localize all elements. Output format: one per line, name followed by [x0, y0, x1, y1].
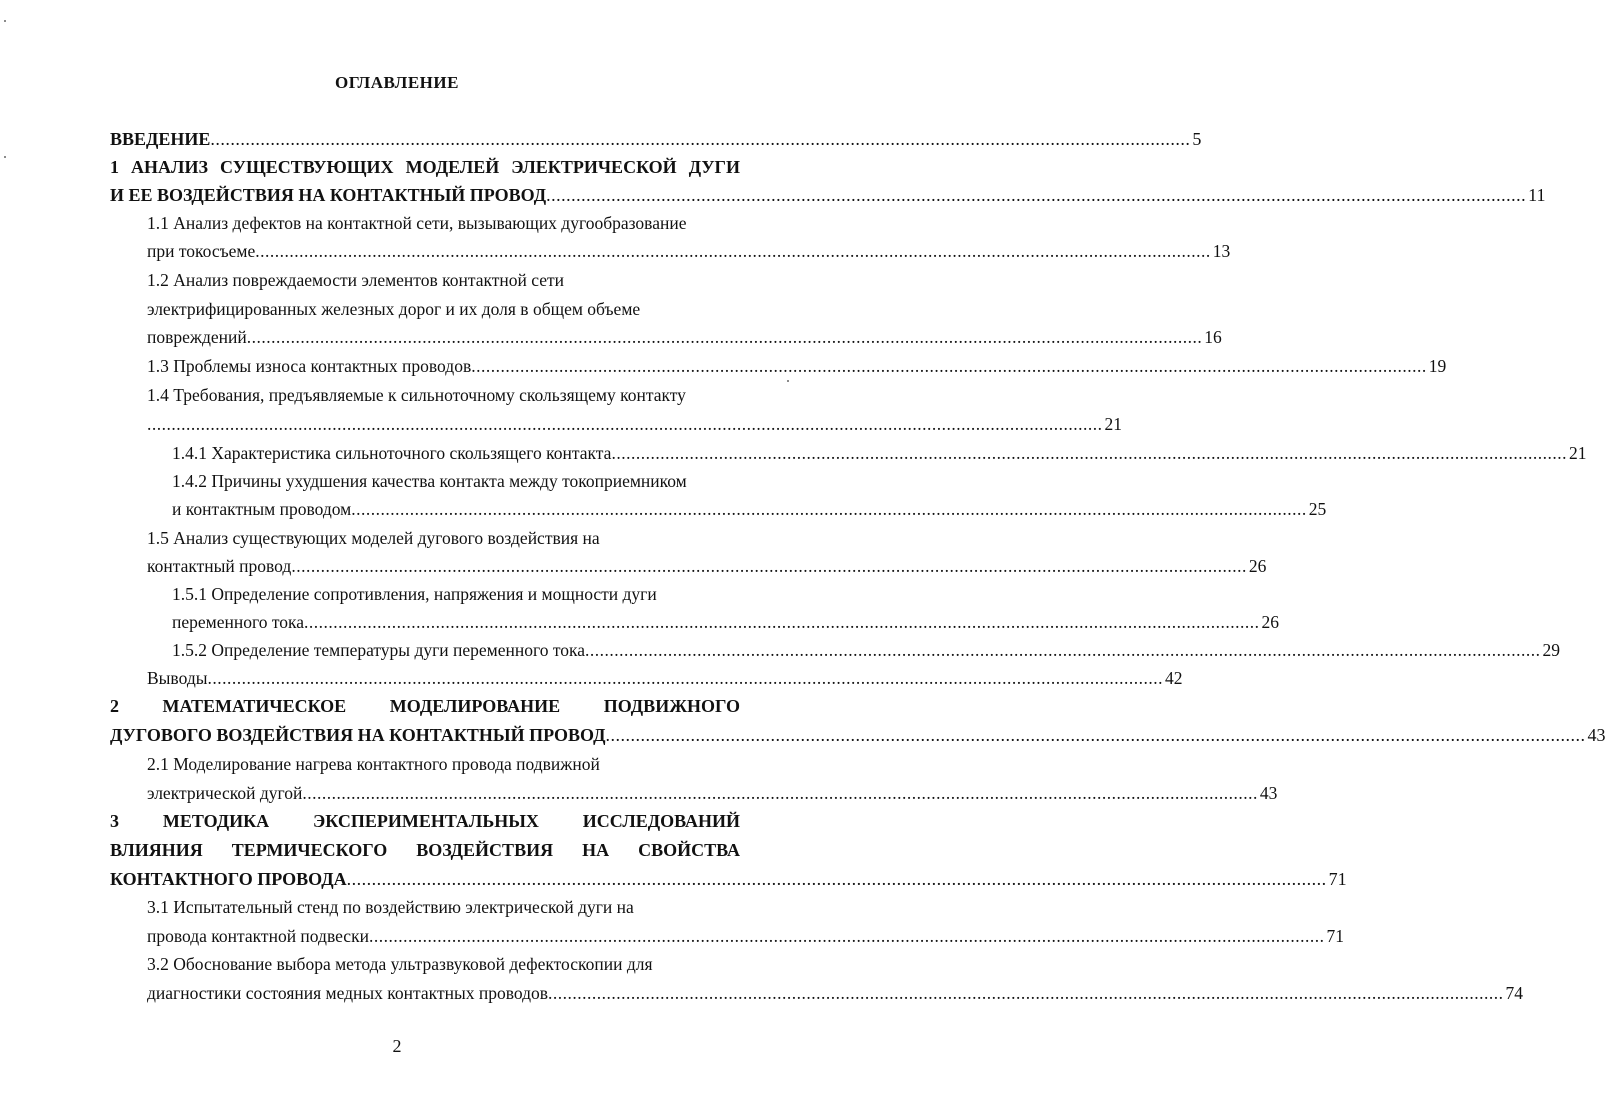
- toc-page-number: 29: [1542, 640, 1561, 660]
- toc-page-number: 71: [1326, 926, 1344, 946]
- toc-entry-introduction[interactable]: [110, 127, 1202, 151]
- leader-dots: ....................................................................................................................................................................................................: [611, 443, 1567, 463]
- toc-page-number: 42: [1164, 668, 1183, 688]
- toc-entry-chapter-3-line-1[interactable]: [110, 809, 740, 833]
- leader-dots: ....................................................................................................................................................................................................: [207, 668, 1163, 688]
- toc-entry-conclusions[interactable]: [147, 666, 1183, 690]
- toc-page-number: 26: [1248, 556, 1267, 576]
- toc-entry-1-2-line-1[interactable]: [147, 268, 740, 292]
- toc-entry-1-1-line-1[interactable]: [147, 211, 740, 235]
- toc-entry-text: Выводы: [147, 668, 208, 688]
- scan-speck: [787, 380, 789, 382]
- leader-dots: ....................................................................................................................................................................................................: [605, 725, 1586, 745]
- toc-entry-text: диагностики состояния медных контактных проводов: [147, 983, 549, 1003]
- toc-entry-text: И ЕЕ ВОЗДЕЙСТВИЯ НА КОНТАКТНЫЙ ПРОВОД: [110, 185, 547, 205]
- toc-entry-1-2-line-3[interactable]: [147, 325, 1222, 349]
- toc-entry-text: 1.2 Анализ повреждаемости элементов контактной сети: [147, 270, 565, 290]
- toc-entry-text: при токосъеме: [147, 241, 256, 261]
- toc-page-number: 11: [1528, 185, 1546, 205]
- toc-entry-text: 1.3 Проблемы износа контактных проводов: [147, 356, 472, 376]
- toc-entry-text: 3 МЕТОДИКА ЭКСПЕРИМЕНТАЛЬНЫХ ИССЛЕДОВАНИЙ: [110, 811, 740, 831]
- toc-page-number: 19: [1428, 356, 1447, 376]
- toc-entry-1-5-line-2[interactable]: [147, 554, 1267, 578]
- toc-page-number: 5: [1192, 129, 1202, 149]
- toc-entry-text: 1.4 Требования, предъявляемые к сильноточному скользящему контакту: [147, 385, 686, 405]
- toc-entry-text: 1.4.1 Характеристика сильноточного скользящего контакта: [172, 443, 612, 463]
- toc-entry-2-1-line-2[interactable]: [147, 781, 1278, 805]
- toc-entry-chapter-2-line-1[interactable]: [110, 694, 740, 718]
- scan-speck: [4, 20, 6, 22]
- toc-entry-1-4-1[interactable]: [172, 441, 1587, 465]
- scan-speck: [4, 156, 6, 158]
- toc-entry-text: 1.5 Анализ существующих моделей дугового воздействия на: [147, 528, 600, 548]
- toc-entry-1-5-1-line-1[interactable]: [172, 582, 740, 606]
- toc-title: ОГЛАВЛЕНИЕ: [335, 73, 459, 92]
- toc-entry-text: 2 МАТЕМАТИЧЕСКОЕ МОДЕЛИРОВАНИЕ ПОДВИЖНОГО: [110, 696, 740, 716]
- toc-page-number: 21: [1104, 414, 1122, 434]
- toc-entry-1-5-2[interactable]: [172, 638, 1561, 662]
- toc-page-number: 21: [1568, 443, 1587, 463]
- page-number: 2: [392, 1036, 402, 1056]
- toc-entry-chapter-2-line-2[interactable]: [110, 723, 1605, 747]
- toc-entry-3-1-line-1[interactable]: [147, 895, 740, 919]
- toc-entry-text: ВЛИЯНИЯ ТЕРМИЧЕСКОГО ВОЗДЕЙСТВИЯ НА СВОЙСТВА: [110, 840, 740, 860]
- toc-entry-1-3[interactable]: [147, 354, 1447, 378]
- toc-entry-text: электрифицированных железных дорог и их доля в общем объеме: [147, 299, 641, 319]
- leader-dots: ....................................................................................................................................................................................................: [255, 241, 1211, 261]
- toc-page-number: 16: [1204, 327, 1222, 347]
- toc-entry-chapter-1-line-2[interactable]: [110, 183, 1546, 207]
- toc-entry-text: контактный провод: [147, 556, 292, 576]
- toc-entry-text: провода контактной подвески: [147, 926, 369, 946]
- toc-entry-text: переменного тока: [172, 612, 305, 632]
- toc-page-number: 43: [1259, 783, 1278, 803]
- toc-entry-1-4-line-2[interactable]: [147, 412, 1122, 436]
- toc-entry-text: и контактным проводом: [172, 499, 352, 519]
- leader-dots: ....................................................................................................................................................................................................: [471, 356, 1427, 376]
- toc-entry-3-2-line-2[interactable]: [147, 981, 1524, 1005]
- toc-entry-3-1-line-2[interactable]: [147, 924, 1344, 948]
- toc-entry-1-2-line-2[interactable]: [147, 297, 740, 321]
- toc-entry-1-4-2-line-2[interactable]: [172, 497, 1327, 521]
- toc-entry-text: 3.1 Испытательный стенд по воздействию электрической дуги на: [147, 897, 634, 917]
- toc-entry-text: 1.1 Анализ дефектов на контактной сети, вызывающих дугообразование: [147, 213, 687, 233]
- toc-entry-text: 1.5.1 Определение сопротивления, напряжения и мощности дуги: [172, 584, 657, 604]
- toc-entry-1-5-line-1[interactable]: [147, 526, 740, 550]
- toc-page-number: 74: [1505, 983, 1524, 1003]
- toc-entry-1-1-line-2[interactable]: [147, 239, 1231, 263]
- toc-page-number: 43: [1587, 725, 1605, 745]
- toc-entry-1-4-2-line-1[interactable]: [172, 469, 740, 493]
- toc-entry-text: КОНТАКТНОГО ПРОВОДА: [110, 869, 347, 889]
- leader-dots: ....................................................................................................................................................................................................: [548, 983, 1504, 1003]
- leader-dots: ....................................................................................................................................................................................................: [246, 327, 1203, 347]
- toc-page-number: 25: [1308, 499, 1327, 519]
- toc-entry-1-5-1-line-2[interactable]: [172, 610, 1280, 634]
- toc-page-number: 26: [1261, 612, 1280, 632]
- leader-dots: ....................................................................................................................................................................................................: [147, 414, 1103, 434]
- toc-entry-text: повреждений: [147, 327, 247, 347]
- toc-entry-text: 1.4.2 Причины ухудшения качества контакта между токоприемником: [172, 471, 687, 491]
- toc-entry-2-1-line-1[interactable]: [147, 752, 740, 776]
- leader-dots: ....................................................................................................................................................................................................: [351, 499, 1307, 519]
- toc-entry-text: ВВЕДЕНИЕ: [110, 129, 211, 149]
- leader-dots: ....................................................................................................................................................................................................: [368, 926, 1325, 946]
- leader-dots: ....................................................................................................................................................................................................: [291, 556, 1247, 576]
- toc-entry-text: ДУГОВОГО ВОЗДЕЙСТВИЯ НА КОНТАКТНЫЙ ПРОВОД: [110, 725, 606, 745]
- toc-entry-chapter-3-line-2[interactable]: [110, 838, 740, 862]
- toc-entry-1-4-line-1[interactable]: [147, 383, 740, 407]
- toc-entry-text: электрической дугой: [147, 783, 303, 803]
- toc-entry-text: 2.1 Моделирование нагрева контактного провода подвижной: [147, 754, 600, 774]
- leader-dots: ....................................................................................................................................................................................................: [346, 869, 1327, 889]
- toc-page-number: 71: [1328, 869, 1347, 889]
- toc-entry-text: 3.2 Обоснование выбора метода ультразвуковой дефектоскопии для: [147, 954, 653, 974]
- leader-dots: ....................................................................................................................................................................................................: [302, 783, 1258, 803]
- leader-dots: ....................................................................................................................................................................................................: [304, 612, 1260, 632]
- leader-dots: ....................................................................................................................................................................................................: [210, 129, 1191, 149]
- toc-entry-text: 1.5.2 Определение температуры дуги переменного тока: [172, 640, 586, 660]
- toc-entry-3-2-line-1[interactable]: [147, 952, 740, 976]
- toc-entry-chapter-3-line-3[interactable]: [110, 867, 1347, 891]
- leader-dots: ....................................................................................................................................................................................................: [585, 640, 1541, 660]
- toc-entry-chapter-1-line-1[interactable]: [110, 155, 740, 179]
- toc-page-number: 13: [1212, 241, 1231, 261]
- toc-entry-text: 1 АНАЛИЗ СУЩЕСТВУЮЩИХ МОДЕЛЕЙ ЭЛЕКТРИЧЕСКОЙ ДУГИ: [110, 157, 740, 177]
- leader-dots: ....................................................................................................................................................................................................: [546, 185, 1527, 205]
